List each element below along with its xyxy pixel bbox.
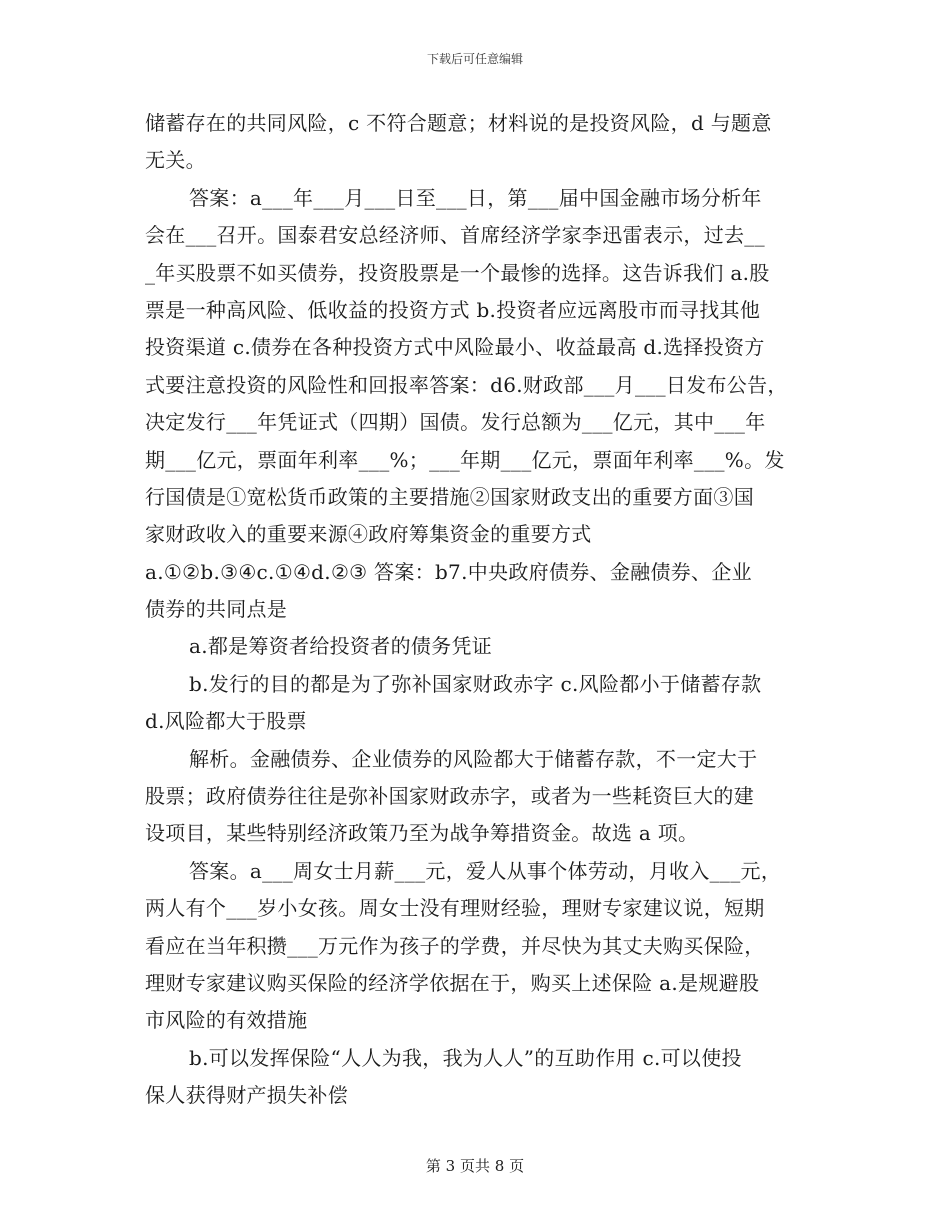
text-line: b.可以发挥保险“人人为我，我为人人”的互助作用 c.可以使投 [189, 1045, 742, 1070]
text-line: 股票；政府债券往往是弥补国家财政赤字，或者为一些耗资巨大的建 [145, 784, 754, 809]
text-line: 票是一种高风险、低收益的投资方式 b.投资者应远离股市而寻找其他 [145, 297, 761, 322]
text-line: 式要注意投资的风险性和回报率答案：d6.财政部___月___日发布公告， [145, 372, 788, 397]
text-line: b.发行的目的都是为了弥补国家财政赤字 c.风险都小于储蓄存款 [189, 671, 762, 696]
text-line: 保人获得财产损失补偿 [145, 1083, 348, 1108]
text-line: _年买股票不如买债券，投资股票是一个最惨的选择。这告诉我们 a.股 [145, 260, 770, 285]
text-line: 会在___召开。国泰君安总经济师、首席经济学家李迅雷表示，过去__ [145, 223, 765, 248]
text-line: 债券的共同点是 [145, 597, 288, 622]
text-line: 看应在当年积攒___万元作为孩子的学费，并尽快为其丈夫购买保险， [145, 933, 765, 958]
text-line: d.风险都大于股票 [145, 709, 307, 734]
page-header: 下载后可任意编辑 [426, 52, 523, 66]
text-line: a.都是筹资者给投资者的债务凭证 [189, 634, 493, 659]
text-line: 答案。a___周女士月薪___元，爱人从事个体劳动，月收入___元， [189, 858, 782, 883]
page-footer: 第 3 页共 8 页 [425, 1157, 525, 1175]
text-line: 家财政收入的重要来源④政府筹集资金的重要方式 [145, 522, 592, 547]
text-line: 决定发行___年凭证式（四期）国债。发行总额为___亿元，其中___年 [145, 410, 766, 435]
text-line: 期___亿元，票面年利率___%；___年期___亿元，票面年利率___%。发 [145, 447, 785, 472]
text-line: a.①②b.③④c.①④d.②③ 答案：b7.中央政府债券、金融债券、企业 [145, 559, 752, 584]
text-line: 理财专家建议购买保险的经济学依据在于，购买上述保险 a.是规避股 [145, 970, 760, 995]
text-line: 市风险的有效措施 [145, 1008, 308, 1033]
text-line: 解析。金融债券、企业债券的风险都大于储蓄存款，不一定大于 [189, 746, 758, 771]
text-line: 无关。 [145, 148, 206, 173]
text-line: 答案：a___年___月___日至___日，第___届中国金融市场分析年 [189, 185, 762, 210]
document-body [145, 105, 810, 1115]
text-line: 投资渠道 c.债券在各种投资方式中风险最小、收益最高 d.选择投资方 [145, 335, 765, 360]
text-line: 储蓄存在的共同风险，c 不符合题意；材料说的是投资风险，d 与题意 [145, 111, 772, 135]
text-line: 设项目，某些特别经济政策乃至为战争筹措资金。故选 a 项。 [145, 821, 699, 846]
text-line: 行国债是①宽松货币政策的主要措施②国家财政支出的重要方面③国 [145, 484, 754, 509]
text-line: 两人有个___岁小女孩。周女士没有理财经验，理财专家建议说，短期 [145, 896, 765, 921]
